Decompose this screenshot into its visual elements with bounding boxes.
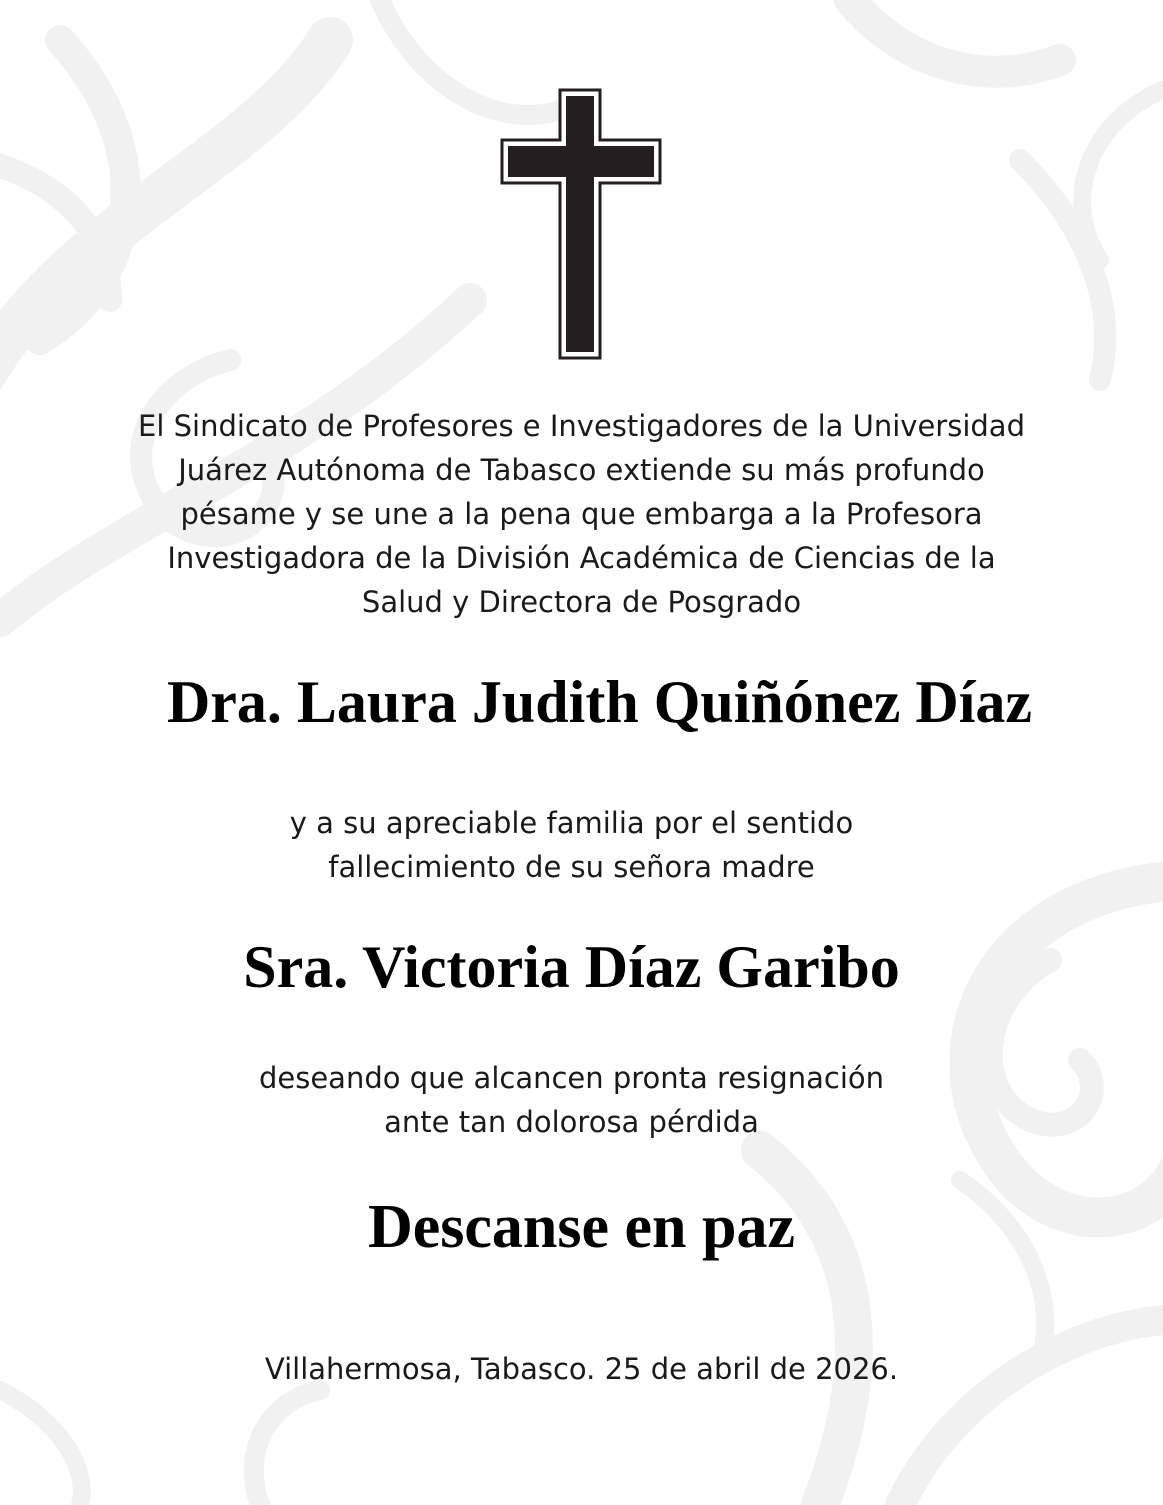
intro-line: Salud y Directora de Posgrado (361, 585, 802, 619)
intro-line: pésame y se une a la pena que embarga a la Profesora (180, 497, 983, 531)
closing-line: ante tan dolorosa pérdida (384, 1105, 759, 1139)
latin-cross-icon (500, 88, 662, 360)
place-and-date: Villahermosa, Tabasco. 25 de abril de 2026. (264, 1352, 899, 1386)
deceased-name: Sra. Victoria Díaz Garibo (243, 934, 900, 1000)
middle-paragraph (0, 801, 1153, 889)
middle-line: fallecimiento de su señora madre (328, 850, 815, 884)
intro-line: Juárez Autónoma de Tabasco extiende su más profundo (178, 453, 985, 487)
middle-line: y a su apreciable familia por el sentido (289, 806, 854, 840)
farewell-heading: Descanse en paz (367, 1193, 796, 1261)
closing-paragraph (0, 1056, 1153, 1144)
intro-line: Investigadora de la División Académica de Ciencias de la (167, 541, 996, 575)
intro-line: El Sindicato de Profesores e Investigadores de la Universidad (138, 409, 1025, 443)
honoree-name: Dra. Laura Judith Quiñónez Díaz (166, 669, 1033, 735)
intro-paragraph (0, 404, 1163, 624)
closing-line: deseando que alcancen pronta resignación (258, 1061, 885, 1095)
